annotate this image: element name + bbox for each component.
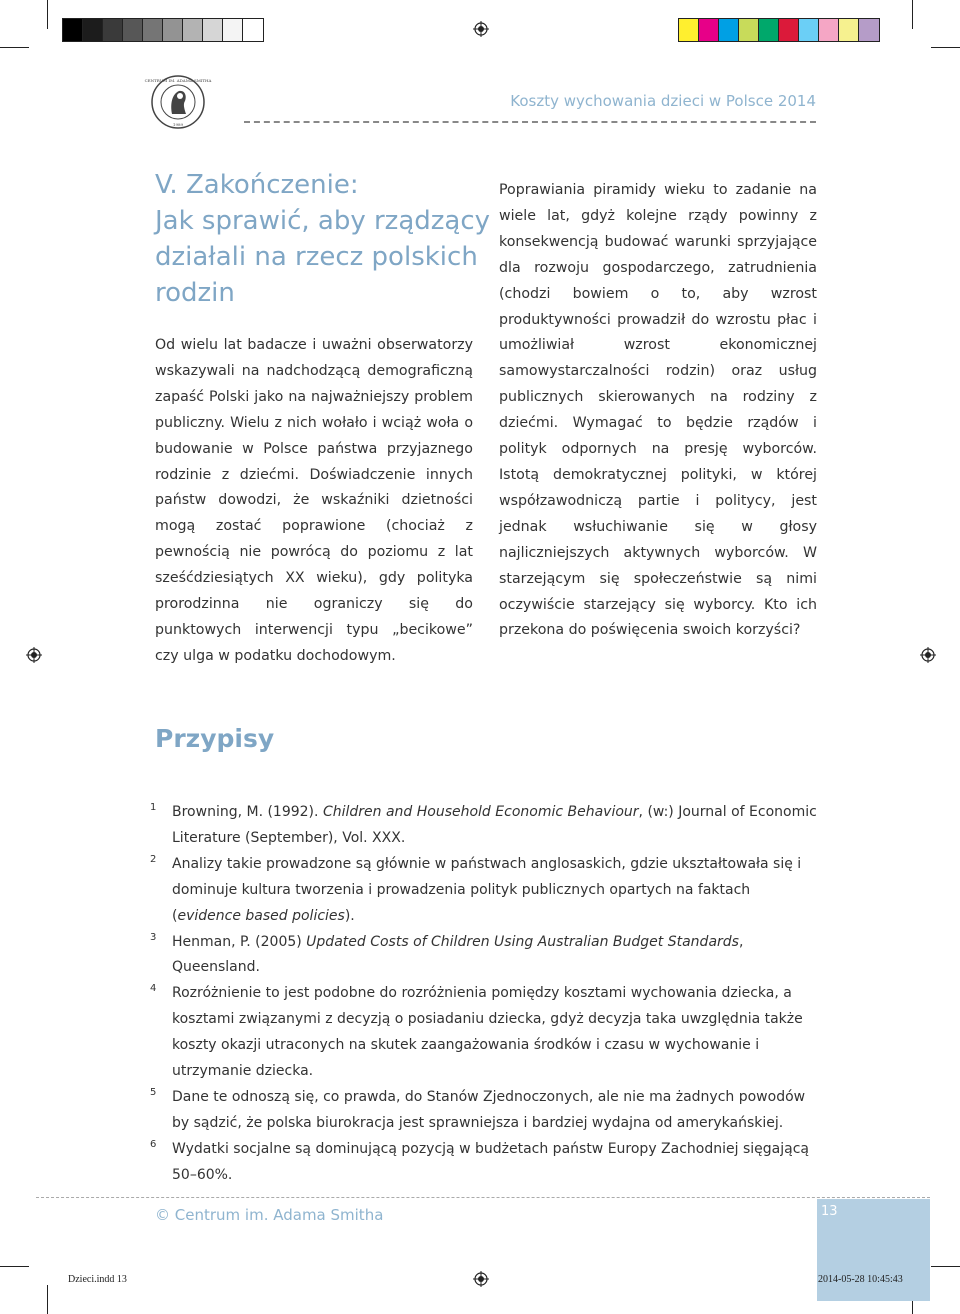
footnote-text: Henman, P. (2005) bbox=[172, 933, 307, 950]
registration-mark-icon bbox=[26, 647, 42, 663]
registration-mark-icon bbox=[920, 647, 936, 663]
section-heading-line: rodzin bbox=[155, 278, 235, 308]
color-swatch bbox=[83, 19, 103, 41]
running-title: Koszty wychowania dzieci w Polsce 2014 bbox=[510, 92, 816, 110]
footnote-text: Browning, M. (1992). bbox=[172, 804, 323, 820]
footnote-number: 6 bbox=[150, 1138, 157, 1150]
footnote-text: Dane te odnoszą się, co prawda, do Stanów Zjednoczonych, ale nie ma żadnych powodów by sądzić, że polska biurokracja jest sprawniejsza i bardziej wydajna od amerykańskiej. bbox=[172, 1088, 806, 1131]
registration-mark-icon bbox=[473, 21, 489, 37]
color-swatch bbox=[103, 19, 123, 41]
footnote-text-end: , Queensland. bbox=[172, 933, 744, 976]
footnote-title: evidence based policies bbox=[177, 907, 345, 924]
svg-text:CENTRUM IM. ADAMA SMITHA: CENTRUM IM. ADAMA SMITHA bbox=[144, 78, 212, 83]
color-swatch bbox=[759, 19, 779, 41]
color-swatch bbox=[699, 19, 719, 41]
footnote bbox=[150, 852, 818, 930]
slug-file: Dzieci.indd 13 bbox=[68, 1274, 127, 1285]
registration-mark-icon bbox=[473, 1271, 489, 1287]
color-swatch bbox=[223, 19, 243, 41]
footnotes-heading: Przypisy bbox=[155, 724, 275, 753]
footnote bbox=[150, 800, 818, 852]
slug-timestamp: 2014-05-28 10:45:43 bbox=[818, 1274, 903, 1285]
footnote-text: Rozróżnienie to jest podobne do rozróżnienia pomiędzy kosztami wychowania dziecka, a kosztami związanymi z decyzją o posiadaniu dziecka, gdyż decyzja taka uwzględnia także koszty okazji utraconych na skutek zaangażowania środków i czasu w wychowanie i utrzymanie dziecka. bbox=[172, 985, 803, 1080]
crop-mark bbox=[912, 0, 913, 29]
footnote-title: Children and Household Economic Behaviour bbox=[322, 804, 639, 820]
footnote-text-end: , (w:) Journal of Economic Literature (September), Vol. XXX. bbox=[172, 804, 817, 846]
footnote-text: Analizy takie prowadzone są głównie w państwach anglosaskich, gdzie ukształtowała się i dominuje kultura tworzenia i prowadzenia polityk publicznych opartych na faktach ( bbox=[172, 855, 802, 924]
color-bar bbox=[678, 18, 880, 42]
color-swatch bbox=[679, 19, 699, 41]
footer-rule bbox=[36, 1197, 930, 1198]
footnote-number: 5 bbox=[150, 1086, 157, 1098]
grayscale-bar bbox=[62, 18, 264, 42]
footnote-number: 3 bbox=[150, 931, 157, 943]
footnotes-list bbox=[150, 800, 818, 1189]
color-swatch bbox=[243, 19, 263, 41]
section-heading-line: Jak sprawić, aby rządzący bbox=[155, 206, 491, 236]
section-heading-line: działali na rzecz polskich bbox=[155, 242, 478, 272]
footnote-title: Updated Costs of Children Using Australian Budget Standards bbox=[306, 933, 739, 950]
footnote-number: 2 bbox=[150, 853, 157, 865]
color-swatch bbox=[203, 19, 223, 41]
crop-mark bbox=[47, 0, 48, 29]
crop-mark bbox=[47, 1285, 48, 1314]
footnote bbox=[150, 1085, 818, 1137]
footnote-text-end: ). bbox=[344, 907, 355, 924]
centrum-adama-smitha-logo-icon bbox=[144, 74, 212, 130]
section-heading bbox=[155, 167, 491, 311]
svg-text:1989: 1989 bbox=[172, 122, 184, 127]
footnote bbox=[150, 930, 818, 982]
header-rule bbox=[244, 121, 816, 123]
body-text-left-column: Od wielu lat badacze i uważni obserwatorzy wskazywali na nadchodzącą demograficzną zapaść Polski jako na najważniejszy problem publiczny. Wielu z nich wołało i wciąż woła o budowanie w Polsce państwa przyjaznego rodzinie z dziećmi. Doświadczenie innych państw dowodzi, że wskaźniki dzietności mogą zostać poprawione (chociaż z pewnością nie powrócą do poziomu z lat sześćdziesiątych XX wieku), gdy polityka prorodzinna nie ograniczy się do punktowych interwencji typu „becikowe” czy ulga w podatku dochodowym. bbox=[155, 337, 473, 664]
color-swatch bbox=[163, 19, 183, 41]
color-swatch bbox=[819, 19, 839, 41]
footnote-number: 4 bbox=[150, 983, 157, 995]
color-swatch bbox=[63, 19, 83, 41]
copyright: © Centrum im. Adama Smitha bbox=[155, 1206, 384, 1224]
page-number: 13 bbox=[821, 1204, 838, 1219]
footnote bbox=[150, 981, 818, 1085]
color-swatch bbox=[839, 19, 859, 41]
color-swatch bbox=[779, 19, 799, 41]
crop-mark bbox=[0, 1266, 29, 1267]
color-swatch bbox=[143, 19, 163, 41]
page-number-box bbox=[817, 1199, 930, 1301]
color-swatch bbox=[739, 19, 759, 41]
color-swatch bbox=[799, 19, 819, 41]
color-swatch bbox=[859, 19, 879, 41]
footnote-number: 1 bbox=[150, 802, 157, 813]
footnote-text: Wydatki socjalne są dominującą pozycją w budżetach państw Europy Zachodniej sięgającą 50–60%. bbox=[172, 1140, 809, 1183]
crop-mark bbox=[931, 1266, 960, 1267]
crop-mark bbox=[0, 47, 29, 48]
color-swatch bbox=[183, 19, 203, 41]
crop-mark bbox=[931, 47, 960, 48]
color-swatch bbox=[719, 19, 739, 41]
footnote bbox=[150, 1137, 818, 1189]
section-heading-line: V. Zakończenie: bbox=[155, 170, 359, 200]
color-swatch bbox=[123, 19, 143, 41]
body-text-right-column: Poprawiania piramidy wieku to zadanie na wiele lat, gdyż kolejne rządy powinny z konsekwencją budować warunki sprzyjające dla rozwoju gospodarczego, zatrudnienia (chodzi bowiem o to, aby wzrost produktywności prowadził do wzrostu płac i umożliwiał wzrost ekonomicznej samowystarczalności rodzin) oraz usług publicznych skierowanych na rodziny z dziećmi. Wymagać to będzie rządów i polityk odpornych na presję wyborców. Istotą demokratycznej polityki, w której współzawodniczą partie i politycy, jest jednak wsłuchiwanie się w głosy najliczniejszych aktywnych wyborców. W starzejącym się społeczeństwie są nimi oczywiście starzejący się wyborcy. Kto ich przekona do poświęcenia swoich korzyści? bbox=[499, 182, 817, 639]
